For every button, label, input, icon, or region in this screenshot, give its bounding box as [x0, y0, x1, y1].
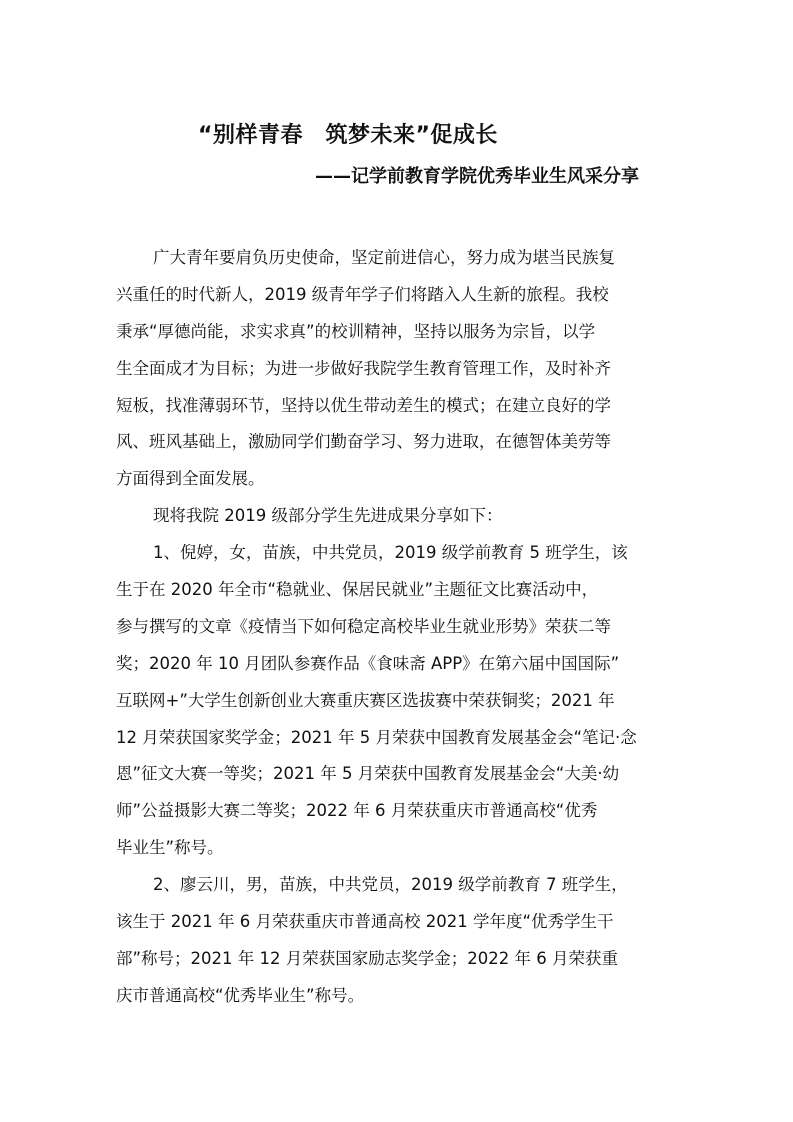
text-line: 方面得到全面发展。: [116, 469, 265, 489]
text-line: 毕业生”称号。: [116, 838, 224, 858]
document-subtitle: ——记学前教育学院优秀毕业生风采分享: [315, 166, 639, 187]
text-line: 12 月荣获国家奖学金；2021 年 5 月荣获中国教育发展基金会“笔记·念: [116, 727, 637, 747]
text-line: 奖；2020 年 10 月团队参赛作品《食味斋 APP》在第六届中国国际”: [116, 653, 620, 673]
text-line: 庆市普通高校“优秀毕业生”称号。: [116, 985, 365, 1005]
text-line: 该生于 2021 年 6 月荣获重庆市普通高校 2021 学年度“优秀学生干: [116, 912, 614, 932]
text-line: 参与撰写的文章《疫情当下如何稳定高校毕业生就业形势》荣获二等: [116, 616, 611, 636]
document-body: [116, 240, 706, 1015]
text-line: 广大青年要肩负历史使命，坚定前进信心，努力成为堪当民族复: [153, 248, 615, 267]
text-line: 秉承“厚德尚能，求实求真”的校训精神，坚持以服务为宗旨，以学: [116, 321, 596, 341]
text-line: 师”公益摄影大赛二等奖；2022 年 6 月荣获重庆市普通高校“优秀: [116, 801, 598, 821]
text-line: 1、倪婷，女，苗族，中共党员，2019 级学前教育 5 班学生，该: [153, 543, 628, 563]
text-line: 风、班风基础上，激励同学们勤奋学习、努力进取，在德智体美劳等: [116, 432, 611, 452]
text-line: 互联网+”大学生创新创业大赛重庆赛区选拔赛中荣获铜奖；2021 年: [116, 690, 615, 710]
text-line: 兴重任的时代新人，2019 级青年学子们将踏入人生新的旅程。我校: [116, 284, 609, 304]
text-line: 恩”征文大赛一等奖；2021 年 5 月荣获中国教育发展基金会“大美·幼: [116, 764, 620, 784]
text-line: 短板，找准薄弱环节，坚持以优生带动差生的模式；在建立良好的学: [116, 395, 611, 415]
text-line: 部”称号；2021 年 12 月荣获国家励志奖学金；2022 年 6 月荣获重: [116, 948, 618, 968]
text-line: 现将我院 2019 级部分学生先进成果分享如下：: [153, 506, 503, 526]
text-line: 生于在 2020 年全市“稳就业、保居民就业”主题征文比赛活动中，: [116, 580, 599, 600]
text-line: 2、廖云川，男，苗族，中共党员，2019 级学前教育 7 班学生，: [153, 875, 628, 895]
document-title: “别样青春 筑梦未来”促成长: [198, 123, 498, 148]
text-line: 生全面成才为目标；为进一步做好我院学生教育管理工作，及时补齐: [116, 358, 611, 378]
